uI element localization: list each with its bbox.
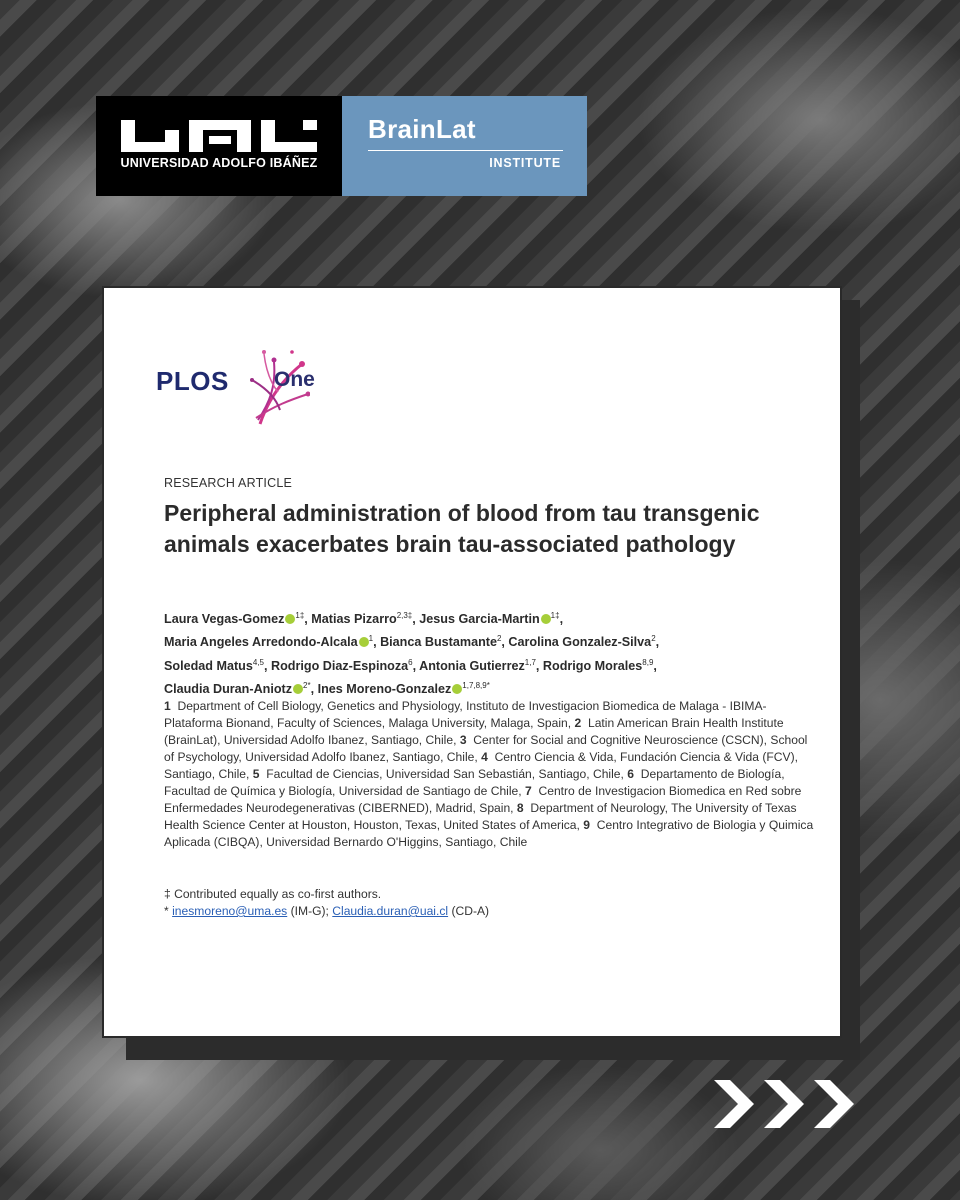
next-arrows-icon[interactable]: [714, 1080, 864, 1128]
affiliation-number: 7: [525, 784, 532, 798]
author-name: Laura Vegas-Gomez: [164, 612, 285, 627]
header-logos: [96, 96, 587, 196]
email-link-ines[interactable]: inesmoreno@uma.es: [172, 904, 288, 918]
author-separator: ,: [559, 612, 564, 627]
author-separator: ,: [535, 658, 543, 673]
author-affil-sup: 2: [496, 634, 502, 644]
plos-wordmark: PLOS: [156, 366, 229, 396]
author-affil-sup: 1,7: [524, 657, 536, 667]
author-affil-sup: 2: [651, 634, 656, 644]
uai-logo: [96, 96, 342, 196]
affiliation-number: 3: [459, 733, 467, 747]
corr-prefix: *: [164, 904, 169, 918]
author-name: Matias Pizarro: [311, 612, 397, 627]
author-separator: ,: [264, 658, 271, 673]
author: [164, 682, 318, 696]
uai-logo-mark-icon: [121, 120, 317, 152]
corr-tag-1: (IM-G);: [290, 904, 329, 918]
author-name: Claudia Duran-Aniotz: [164, 681, 293, 696]
author-separator: ,: [653, 658, 657, 673]
author-separator: ,: [373, 635, 381, 650]
affiliation-number: 4: [481, 750, 488, 764]
affiliation-text: Department of Neurology, The University of Texas Health Science Center at Houston, Houston, Texas, United States of America,: [164, 801, 797, 832]
author: [508, 635, 659, 649]
author-name: Maria Angeles Arredondo-Alcala: [164, 635, 358, 650]
author-separator: ,: [655, 635, 660, 650]
affiliation-text: Centro de Investigacion Biomedica en Red sobre Enfermedades Neurodegenerativas (CIBERNED), Madrid, Spain,: [164, 784, 802, 815]
affiliation-number: 1: [164, 699, 171, 713]
affiliation-text: Departamento de Biología, Facultad de Química y Biología, Universidad de Santiago de Chile,: [164, 767, 785, 798]
author: [311, 612, 419, 626]
plos-one-label: One: [274, 368, 315, 391]
affiliation-text: Facultad de Ciencias, Universidad San Sebastián, Santiago, Chile,: [266, 767, 624, 781]
author-name: Rodrigo Diaz-Espinoza: [271, 658, 409, 673]
affiliation-number: 9: [583, 818, 590, 832]
author: [164, 659, 271, 673]
affiliation-number: 8: [516, 801, 524, 815]
plos-one-logo: [156, 340, 356, 430]
author-name: Antonia Gutierrez: [419, 658, 525, 673]
author: [419, 612, 563, 626]
brainlat-title: BrainLat: [368, 114, 476, 144]
author-affil-sup: 1‡: [295, 611, 305, 620]
author-separator: ,: [412, 612, 420, 627]
orcid-icon[interactable]: [293, 684, 303, 694]
affiliation-number: 5: [252, 767, 260, 781]
author: [543, 659, 657, 673]
orcid-icon[interactable]: [359, 637, 369, 647]
article-title: Peripheral administration of blood from tau transgenic animals exacerbates brain tau-associated pathology: [164, 500, 760, 557]
author: [318, 682, 490, 696]
affiliations: [164, 698, 814, 851]
affiliation-number: 6: [627, 767, 634, 781]
orcid-icon[interactable]: [541, 614, 551, 624]
author-name: Soledad Matus: [164, 658, 253, 673]
orcid-icon[interactable]: [285, 614, 295, 624]
footnotes: [164, 886, 784, 920]
author-affil-sup: 1: [368, 634, 374, 644]
article-type: RESEARCH ARTICLE: [164, 476, 293, 490]
author-name: Carolina Gonzalez-Silva: [508, 635, 652, 650]
author-name: Jesus Garcia-Martin: [419, 612, 540, 627]
affiliation-text: Center for Social and Cognitive Neuroscience (CSCN), School of Psychology, Universidad Adolfo Ibanez, Santiago, Chile,: [164, 733, 808, 764]
brainlat-subtitle: INSTITUTE: [489, 156, 561, 170]
affiliation-text: Centro Integrativo de Biologia y Quimica Aplicada (CIBQA), Universidad Bernardo O'Higgins, Santiago, Chile: [164, 818, 814, 849]
author: [164, 635, 380, 649]
contrib-note: ‡ Contributed equally as co-first authors.: [164, 887, 382, 901]
author-affil-sup: 1,7,8,9*: [462, 680, 490, 690]
author-separator: ,: [310, 681, 318, 696]
brainlat-divider: [368, 150, 563, 151]
author-name: Rodrigo Morales: [542, 658, 643, 673]
author-name: Ines Moreno-Gonzalez: [317, 681, 452, 696]
affiliation-text: Department of Cell Biology, Genetics and Physiology, Instituto de Investigacion Biomedica de Malaga - IBIMA-Plataforma Bionand, Faculty of Sciences, Malaga University, Malaga, Spain,: [164, 699, 767, 730]
orcid-icon[interactable]: [452, 684, 462, 694]
affiliation-number: 2: [574, 716, 582, 730]
author: [164, 612, 311, 626]
author-affil-sup: 2*: [303, 680, 311, 690]
author-affil-sup: 2,3‡: [396, 611, 413, 620]
author-affil-sup: 8,9: [642, 657, 654, 667]
author-list: [164, 606, 804, 699]
author: [380, 635, 508, 649]
corr-tag-2: (CD-A): [451, 904, 490, 918]
author-separator: ,: [412, 658, 420, 673]
article-card: [102, 286, 842, 1038]
author-affil-sup: 4,5: [252, 657, 264, 667]
uai-name: UNIVERSIDAD ADOLFO IBÁÑEZ: [120, 156, 318, 170]
author-affil-sup: 6: [408, 657, 413, 667]
affiliation-text: Centro Ciencia & Vida, Fundación Ciencia & Vida (FCV), Santiago, Chile,: [164, 750, 798, 781]
correspondence: [164, 903, 784, 920]
author-affil-sup: 1‡: [550, 611, 560, 620]
author: [419, 659, 543, 673]
author-separator: ,: [501, 635, 509, 650]
brainlat-logo: [342, 96, 587, 196]
email-link-claudia[interactable]: Claudia.duran@uai.cl: [332, 904, 449, 918]
author-separator: ,: [304, 612, 312, 627]
author-name: Bianca Bustamante: [380, 635, 497, 650]
affiliation-text: Latin American Brain Health Institute (BrainLat), Universidad Adolfo Ibanez, Santiago, Chile,: [164, 716, 784, 747]
author: [271, 659, 419, 673]
